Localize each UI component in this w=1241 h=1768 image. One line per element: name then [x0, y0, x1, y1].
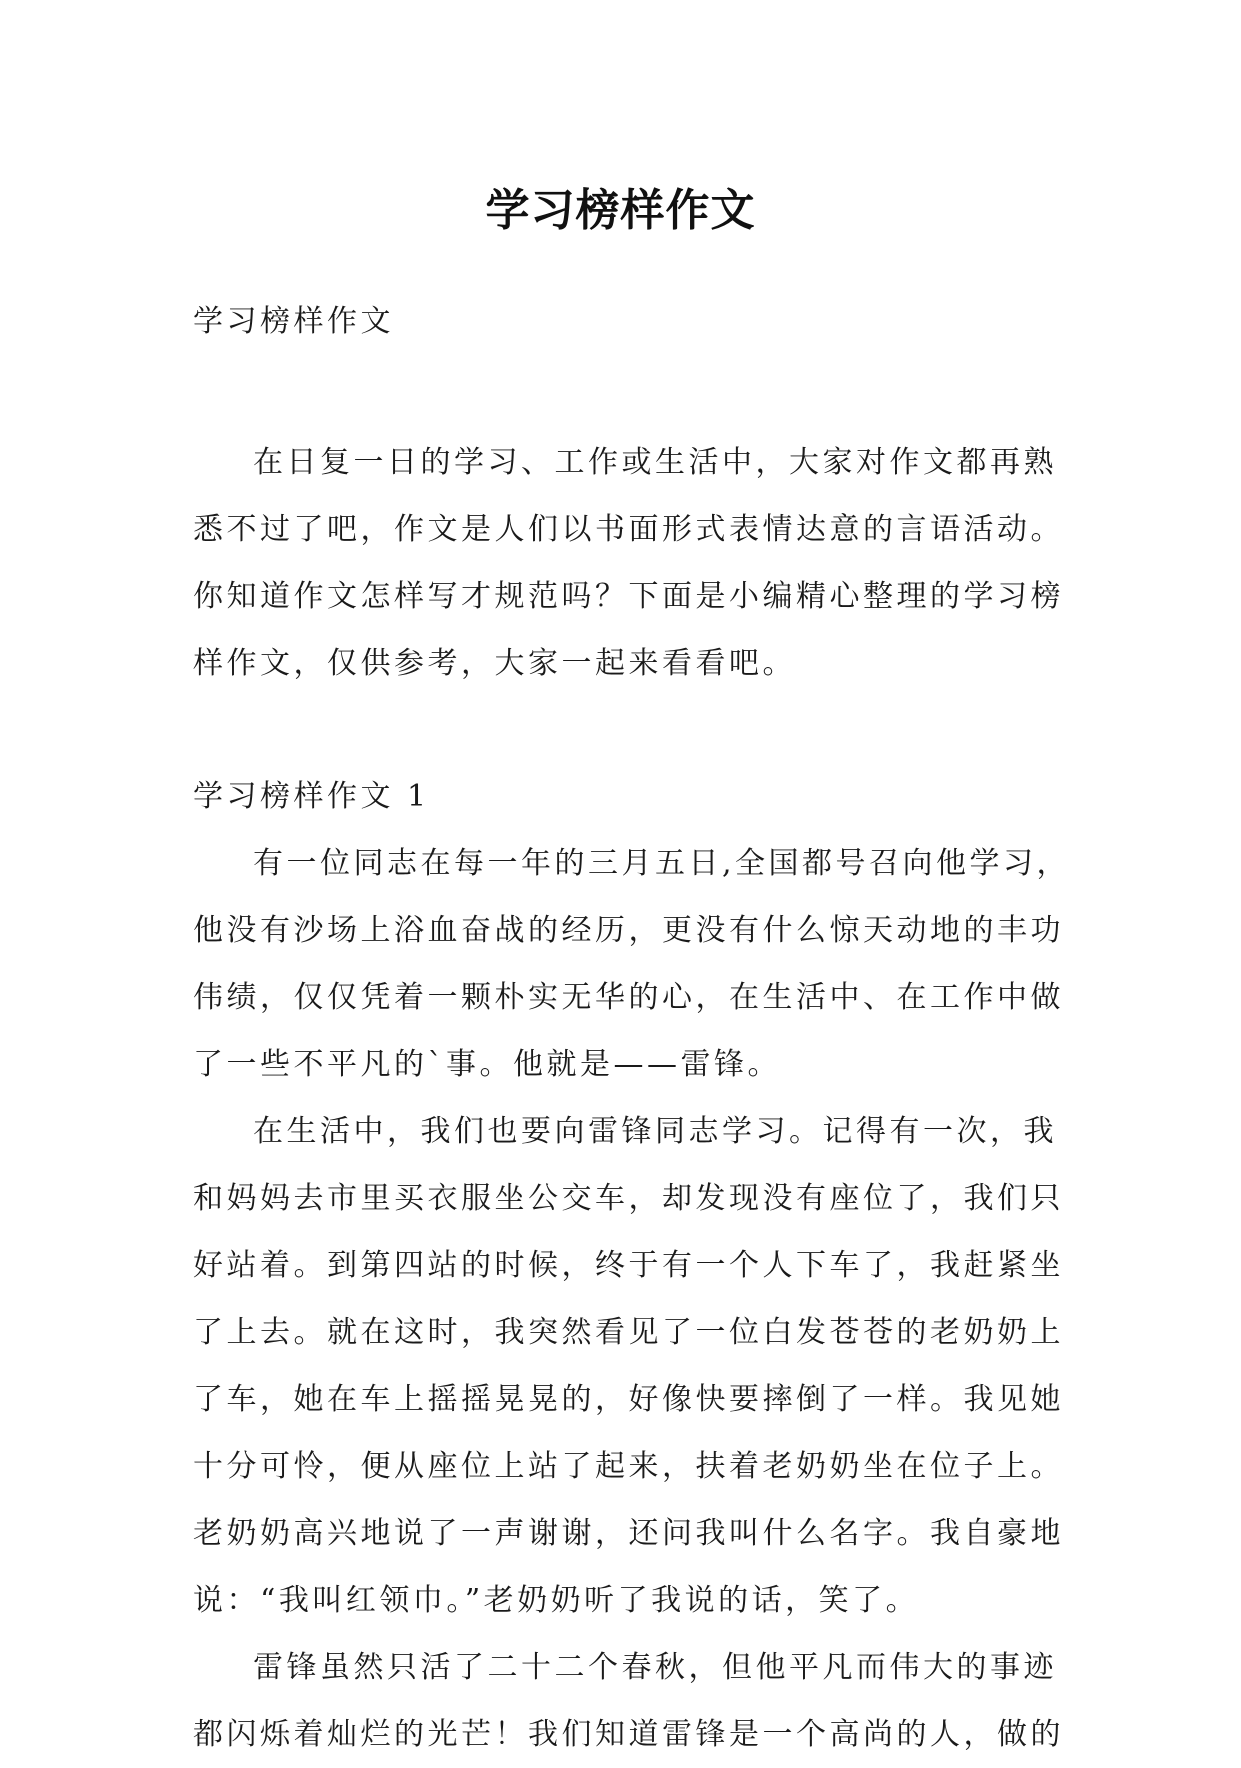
- document-title: 学习榜样作文: [485, 185, 756, 237]
- essay-paragraph-2: 在生活中，我们也要向雷锋同志学习。记得有一次，我和妈妈去市里买衣服坐公交车，却发现没有座位了，我们只好站着。到第四站的时候，终于有一个人下车了，我赶紧坐了上去。就在这时，我突然看见了一位白发苍苍的老奶奶上了车，她在车上摇摇晃晃的，好像快要摔倒了一样。我见她十分可怜，便从座位上站了起来，扶着老奶奶坐在位子上。老奶奶高兴地说了一声谢谢，还问我叫什么名字。我自豪地说：“我叫红领巾。”老奶奶听了我说的话，笑了。: [193, 1114, 1064, 1618]
- essay-paragraph-3: 雷锋虽然只活了二十二个春秋，但他平凡而伟大的事迹都闪烁着灿烂的光芒！我们知道雷锋是一个高尚的人，做的: [193, 1650, 1064, 1752]
- intro-paragraph: 在日复一日的学习、工作或生活中，大家对作文都再熟悉不过了吧，作文是人们以书面形式表情达意的言语活动。你知道作文怎样写才规范吗？下面是小编精心整理的学习榜样作文，仅供参考，大家一起来看看吧。: [193, 445, 1064, 681]
- document-subtitle: 学习榜样作文: [193, 304, 394, 339]
- essay-heading: 学习榜样作文 1: [193, 779, 430, 814]
- document-body: [193, 288, 1079, 1768]
- essay-paragraph-1: 有一位同志在每一年的三月五日,全国都号召向他学习，他没有沙场上浴血奋战的经历，更没有什么惊天动地的丰功伟绩，仅仅凭着一颗朴实无华的心，在生活中、在工作中做了一些不平凡的`事。他就是——雷锋。: [193, 846, 1071, 1082]
